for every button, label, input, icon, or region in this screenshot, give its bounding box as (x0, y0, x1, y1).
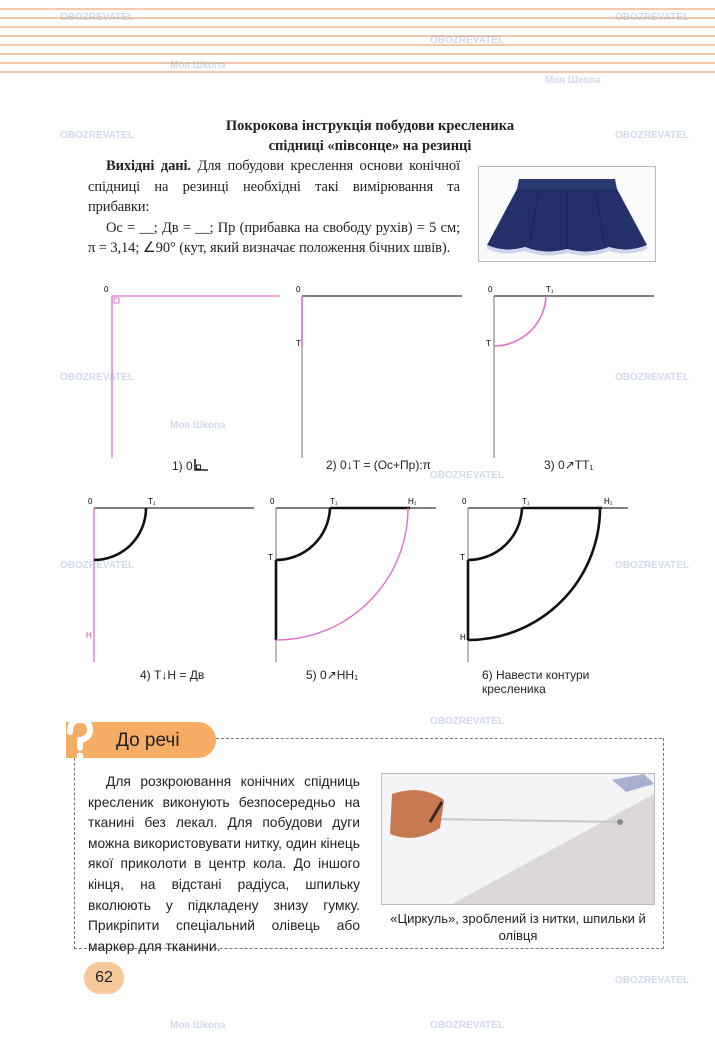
watermark: Моя Школа (170, 1020, 226, 1031)
skirt-image (479, 167, 655, 261)
point-t1: Т₁ (522, 497, 530, 506)
point-o: 0 (462, 497, 467, 506)
point-t: Т (296, 339, 301, 348)
watermark: Моя Школа (545, 75, 601, 86)
watermark: OBOZREVATEL (60, 12, 135, 23)
watermark: Моя Школа (170, 60, 226, 71)
step-1-drawing (104, 285, 280, 458)
section-title (150, 116, 590, 156)
step-6-drawing (460, 497, 628, 662)
point-t: Т (486, 339, 491, 348)
point-o: 0 (104, 285, 109, 294)
construction-diagram (0, 280, 715, 700)
watermark: OBOZREVATEL (615, 975, 690, 986)
point-t1: Т₁ (330, 497, 338, 506)
note-box-top-border (216, 738, 662, 739)
point-o: 0 (270, 497, 275, 506)
step-2-caption: 2) 0↓Т = (Ос+Пр):π (326, 458, 431, 472)
watermark: OBOZREVATEL (60, 560, 135, 571)
point-h: Н (460, 633, 466, 642)
point-h: Н (86, 631, 92, 640)
watermark: OBOZREVATEL (60, 130, 135, 141)
watermark: OBOZREVATEL (430, 470, 505, 481)
note-text (88, 772, 360, 957)
intro-rest: Для побудови креслення основи конічної спідниці на резинці необхідні такі вимірювання та прибавки: (88, 158, 461, 215)
intro-paragraph-1 (88, 156, 460, 218)
skirt-photo (478, 166, 656, 262)
point-h1: Н₁ (604, 497, 613, 506)
watermark: OBOZREVATEL (60, 372, 135, 383)
compass-photo-caption: «Циркуль», зроблений із нитки, шпильки й олівця (390, 911, 646, 943)
watermark: OBOZREVATEL (430, 1020, 505, 1031)
step-4-caption: 4) Т↓Н = Дв (140, 668, 205, 682)
step-1-caption: 1) 0 (172, 458, 209, 473)
watermark: OBOZREVATEL (615, 560, 690, 571)
watermark: OBOZREVATEL (615, 12, 690, 23)
point-h1: Н₁ (408, 497, 417, 506)
point-t: Т (268, 553, 273, 562)
question-mark-icon (58, 716, 98, 760)
watermark: OBOZREVATEL (430, 716, 505, 727)
watermark: OBOZREVATEL (430, 35, 505, 46)
intro-text (88, 156, 460, 259)
step-5-caption: 5) 0↗НН₁ (306, 668, 359, 682)
page-number: 62 (84, 962, 124, 994)
step-3-drawing (486, 285, 654, 458)
watermark: Моя Школа (170, 420, 226, 431)
point-o: 0 (88, 497, 93, 506)
point-t: Т (460, 553, 465, 562)
watermark: OBOZREVATEL (615, 372, 690, 383)
point-o: 0 (488, 285, 493, 294)
intro-paragraph-2: Ос = __; Дв = __; Пр (прибавка на свободу рухів) = 5 см; π = 3,14; ∠90° (кут, який визначає положення бічних швів). (88, 219, 460, 256)
point-t1: Т₁ (546, 285, 554, 294)
point-o: 0 (296, 285, 301, 294)
step-3-caption: 3) 0↗ТТ₁ (544, 458, 594, 472)
note-label-text: До речі (116, 730, 180, 751)
compass-photo (381, 773, 655, 905)
title-line-2: спідниці «півсонце» на резинці (268, 138, 472, 154)
title-line-1: Покрокова інструкція побудови кресленика (225, 118, 515, 134)
right-angle-icon (193, 458, 209, 472)
step-6-caption: 6) Навести контури кресленика (482, 668, 590, 696)
note-label (66, 722, 216, 758)
step-5-drawing (268, 497, 436, 662)
point-t1: Т₁ (148, 497, 156, 506)
note-paragraph: Для розкроювання конічних спідниць кресленик виконують безпосередньо на тканині без лекал. Для побудови дуги можна використовувати нитку, один кінець якої приколоти в центр кола. До іншого кінця, на відстані радіуса, шпильку вколюють у підкладену знизу гумку. Прикріпити спеціальний олівець або маркер для тканини. (88, 774, 360, 954)
step-4-drawing (86, 497, 254, 662)
intro-bold-lead: Вихідні дані. (106, 158, 191, 174)
watermark: OBOZREVATEL (615, 130, 690, 141)
compass-image (382, 774, 654, 904)
step-2-drawing (296, 285, 462, 458)
